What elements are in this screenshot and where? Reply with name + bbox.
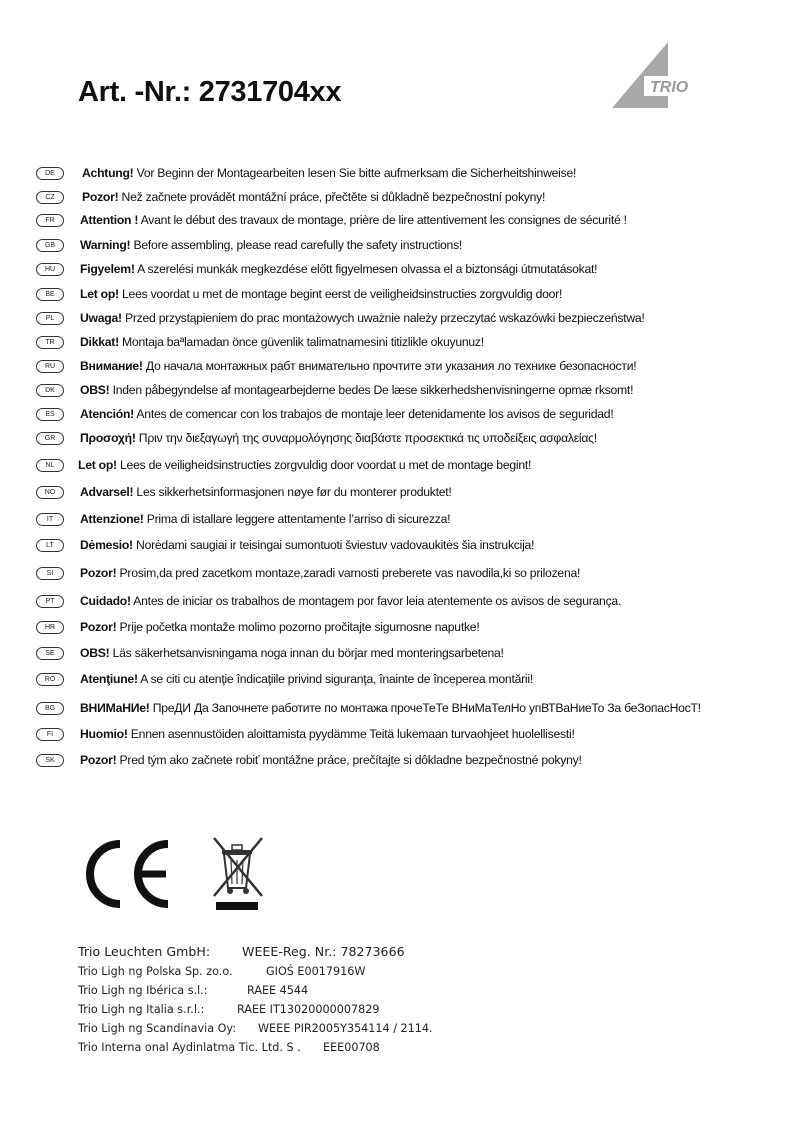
warning-text: Prima di istallare leggere attentamente l’arriso di sicurezza! [143, 512, 451, 526]
warning-text: Prije početka montaže molimo pozorno pročitajte sigurnosne naputke! [116, 620, 480, 634]
warning-label: Warning! [80, 238, 131, 252]
language-badge-es: ES [36, 408, 64, 421]
warning-label: Attention ! [80, 213, 139, 227]
warning-label: OBS! [80, 383, 110, 397]
warning-label: Προσοχή! [80, 431, 136, 445]
warning-label: ВНИМаНИе! [80, 701, 150, 715]
warning-ro [36, 669, 533, 689]
warning-text: Avant le début des travaux de montage, prière de lire attentivement les consignes de sécurité ! [138, 213, 627, 227]
warning-text: Montaja baªlamadan önce güvenlik talimatnamesini titizlikle okuyunuz! [118, 335, 484, 349]
warning-label: Atención! [80, 407, 134, 421]
warning-text: Vor Beginn der Montagearbeiten lesen Sie bitte aufmerksam die Sicherheitshinweise! [133, 166, 577, 180]
language-badge-de: DE [36, 167, 64, 180]
warning-text: До начала монтажных рабт внимательно прочтите эти указания ло технике безопасности! [142, 359, 637, 373]
footer-registration: RAEE 4544 [247, 984, 309, 997]
warning-text: Lees voordat u met de montage begint eerst de veiligheidsinstructies zorgvuldig door! [118, 287, 563, 301]
warning-text: ПреДИ Да Започнете работите по монтажа прочеТеТе ВНиМаТелНо упВТВаНиеТо За беЗопасНосТ! [149, 701, 701, 715]
warning-no [36, 482, 452, 502]
warning-label: Let op! [80, 287, 119, 301]
language-badge-pt: PT [36, 595, 64, 608]
warning-ru [36, 356, 636, 376]
warning-fr [36, 210, 627, 230]
warning-gb [36, 235, 462, 255]
language-badge-tr: TR [36, 336, 64, 349]
warning-text: Inden påbegyndelse af montagearbejderne bedes De læse sikkerhedshenvisningerne opmæ rksomt! [109, 383, 634, 397]
weee-bin-icon [214, 838, 262, 910]
language-badge-be: BE [36, 288, 64, 301]
language-badge-no: NO [36, 486, 64, 499]
language-badge-gr: GR [36, 432, 64, 445]
warning-bg [36, 698, 701, 718]
warning-label: Atenţiune! [80, 672, 138, 686]
footer-company: Trio Ligh ng Italia s.r.l.: [78, 1003, 205, 1016]
warning-text: Läs säkerhetsanvisningama noga innan du börjar med monteringsarbetena! [109, 646, 504, 660]
language-badge-dk: DK [36, 384, 64, 397]
warning-text: Pred tým ako začnete robiť montážne práce, prečítajte si dôkladne bezpečnostné pokyny! [116, 753, 582, 767]
warning-label: Achtung! [82, 166, 134, 180]
warning-label: Advarsel! [80, 485, 134, 499]
warning-text: Ennen asennustöiden aloittamista pyydämme Teitä lukemaan turvaohjeet huolellisesti! [127, 727, 575, 741]
warning-cz [36, 187, 545, 207]
warning-text: A se citi cu atenţie îndicaţiile privind siguranţa, înainte de începerea montării! [137, 672, 533, 686]
warning-text: Πριν την διεξαγωγή της συναρμολόγησης διαβάστε προσεκτικά τις υποδείξεις ασφαλείας! [135, 431, 597, 445]
warning-label: Pozor! [80, 753, 117, 767]
warning-text: Przed przystąpieniem do prac montażowych uważnie należy przeczytać wskazówki bezpieczeństwa! [121, 311, 645, 325]
ce-mark-icon [76, 836, 276, 916]
footer-company: Trio Ligh ng Ibérica s.l.: [78, 984, 208, 997]
warning-fi [36, 724, 575, 744]
warning-de [36, 163, 576, 183]
footer-registration: RAEE IT13020000007829 [237, 1003, 380, 1016]
warning-text: Les sikkerhetsinformasjonen nøye før du monterer produktet! [133, 485, 452, 499]
warning-tr [36, 332, 484, 352]
language-badge-hr: HR [36, 621, 64, 634]
warning-text: Lees de veiligheidsinstructies zorgvuldig door voordat u met de montage begint! [116, 458, 532, 472]
warning-hu [36, 259, 597, 279]
footer-registration: WEEE PIR2005Y354114 / 2114. [258, 1022, 433, 1035]
warning-text: A szerelési munkák megkezdése előtt figyelmesen olvassa el a biztonsági útmutatásokat! [134, 262, 598, 276]
language-badge-hu: HU [36, 263, 64, 276]
warning-text: Norėdami saugiai ir teisingai sumontuoti šviestuv vadovaukitės šia instrukcija! [132, 538, 535, 552]
footer-registration: WEEE-Reg. Nr.: 78273666 [242, 944, 405, 959]
language-badge-ro: RO [36, 673, 64, 686]
warning-se [36, 643, 504, 663]
language-badge-cz: CZ [36, 191, 64, 204]
language-badge-lt: LT [36, 539, 64, 552]
warning-label: Dikkat! [80, 335, 119, 349]
warning-label: Figyelem! [80, 262, 135, 276]
footer-registration: EEE00708 [323, 1041, 380, 1054]
warning-label: Pozor! [80, 620, 117, 634]
warning-text: Antes de iniciar os trabalhos de montagem por favor leia atentemente os avisos de segurança. [130, 594, 622, 608]
warning-label: Cuidado! [80, 594, 131, 608]
language-badge-fi: FI [36, 728, 64, 741]
warning-label: OBS! [80, 646, 110, 660]
trio-logo-text: TRIO [650, 79, 689, 96]
warning-gr [36, 428, 597, 448]
warning-label: Dėmesio! [80, 538, 133, 552]
language-badge-ru: RU [36, 360, 64, 373]
warning-dk [36, 380, 633, 400]
warning-label: Let op! [78, 458, 117, 472]
footer-company: Trio Leuchten GmbH: [78, 944, 211, 959]
language-badge-sk: SK [36, 754, 64, 767]
warning-sk [36, 750, 582, 770]
language-badge-bg: BG [36, 702, 64, 715]
warning-label: Pozor! [82, 190, 119, 204]
language-badge-it: IT [36, 513, 64, 526]
footer-company: Trio Ligh ng Polska Sp. zo.o. [78, 965, 233, 978]
warning-si [36, 563, 580, 583]
warning-label: Uwaga! [80, 311, 122, 325]
warning-nl [36, 455, 531, 475]
warning-it [36, 509, 450, 529]
language-badge-si: SI [36, 567, 64, 580]
warning-text: Prosim,da pred zacetkom montaze,zaradi varnosti preberete vas navodila,ki so prilozena! [116, 566, 581, 580]
language-badge-se: SE [36, 647, 64, 660]
warning-lt [36, 535, 534, 555]
footer-company: Trio Ligh ng Scandinavia Oy: [78, 1022, 237, 1035]
warning-text: Než začnete provádět montážní práce, přečtěte si důkladně bezpečnostní pokyny! [118, 190, 546, 204]
warning-be [36, 284, 562, 304]
language-badge-pl: PL [36, 312, 64, 325]
warning-pl [36, 308, 645, 328]
warning-label: Внимание! [80, 359, 143, 373]
conformity-marks [76, 836, 276, 921]
warning-label: Pozor! [80, 566, 117, 580]
warning-es [36, 404, 613, 424]
footer-company: Trio Interna onal Aydinlatma Tic. Ltd. S . [78, 1041, 301, 1054]
warning-pt [36, 591, 621, 611]
language-badge-gb: GB [36, 239, 64, 252]
language-badge-nl: NL [36, 459, 64, 472]
warning-hr [36, 617, 479, 637]
warning-label: Attenzione! [80, 512, 144, 526]
language-badge-fr: FR [36, 214, 64, 227]
footer-registration: GIOŚ E0017916W [266, 965, 366, 978]
warning-text: Before assembling, please read carefully the safety instructions! [130, 238, 463, 252]
warning-text: Antes de comencar con los trabajos de montaje leer detenidamente los avisos de seguridad! [133, 407, 614, 421]
warning-label: Huomio! [80, 727, 128, 741]
article-number-title: Art. -Nr.: 2731704xx [78, 76, 342, 108]
trio-logo [610, 40, 700, 110]
